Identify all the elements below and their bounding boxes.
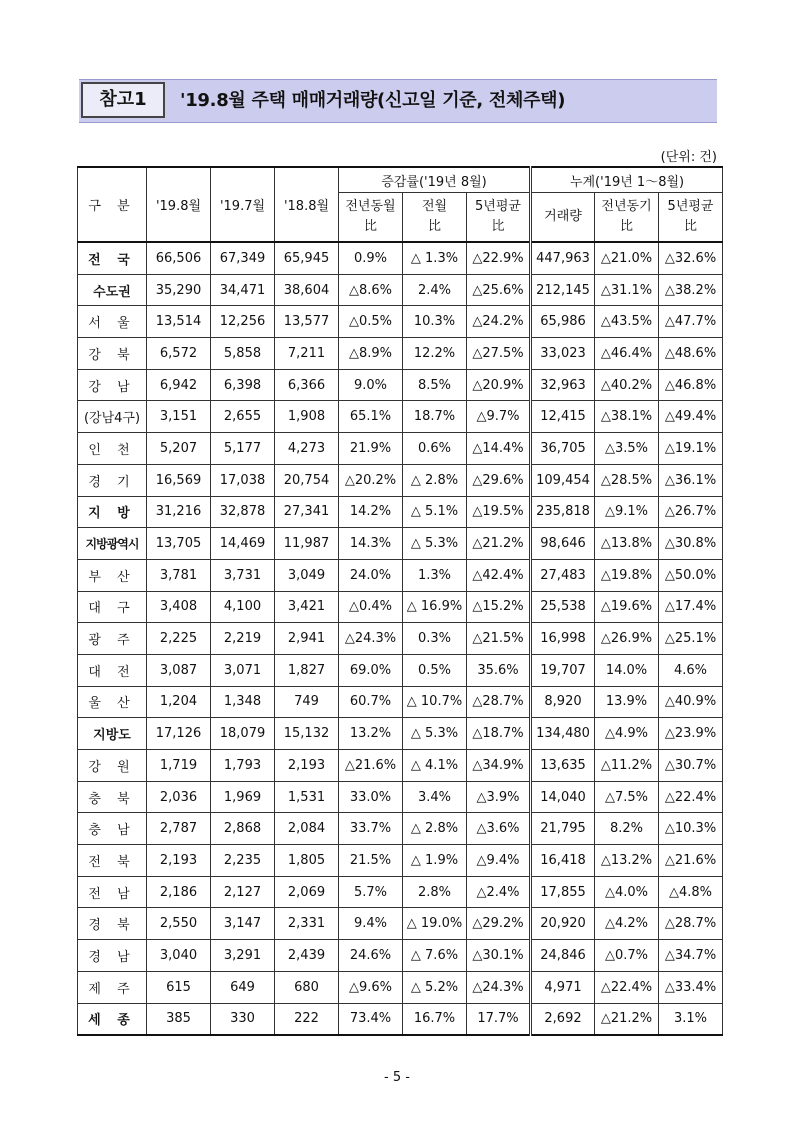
header-yoy: 전년동월 比 xyxy=(339,193,403,243)
table-row xyxy=(78,274,723,306)
table-cell: △ 4.1% xyxy=(403,750,467,782)
table-cell: △ 5.3% xyxy=(403,718,467,750)
table-cell: 5,207 xyxy=(147,433,211,465)
table-cell: △ 5.2% xyxy=(403,971,467,1003)
table-cell: 8.5% xyxy=(403,369,467,401)
table-cell: 66,506 xyxy=(147,242,211,274)
table-cell: 38,604 xyxy=(275,274,339,306)
table-cell: 13,635 xyxy=(531,750,595,782)
table-cell: 25,538 xyxy=(531,591,595,623)
table-cell: △10.3% xyxy=(659,813,723,845)
region-name: 세 종 xyxy=(78,1003,147,1035)
table-cell: △0.4% xyxy=(339,591,403,623)
table-cell: 3.4% xyxy=(403,781,467,813)
table-cell: △4.0% xyxy=(595,876,659,908)
header-cum-volume: 거래량 xyxy=(531,193,595,243)
table-cell: 615 xyxy=(147,971,211,1003)
table-cell: △8.6% xyxy=(339,274,403,306)
table-cell: 1,827 xyxy=(275,654,339,686)
table-row xyxy=(78,971,723,1003)
table-cell: 2,036 xyxy=(147,781,211,813)
table-cell: 24.6% xyxy=(339,940,403,972)
table-row xyxy=(78,338,723,370)
region-name: 전 국 xyxy=(78,242,147,274)
table-cell: 2,193 xyxy=(147,845,211,877)
region-name: 인 천 xyxy=(78,433,147,465)
table-cell: △25.1% xyxy=(659,623,723,655)
table-cell: 2.8% xyxy=(403,876,467,908)
table-cell: △20.2% xyxy=(339,464,403,496)
table-cell: △21.0% xyxy=(595,242,659,274)
table-cell: 330 xyxy=(211,1003,275,1035)
table-row xyxy=(78,559,723,591)
table-cell: △42.4% xyxy=(467,559,531,591)
table-row xyxy=(78,876,723,908)
table-cell: △9.6% xyxy=(339,971,403,1003)
table-cell: 9.4% xyxy=(339,908,403,940)
region-name: 강 원 xyxy=(78,750,147,782)
table-cell: 98,646 xyxy=(531,528,595,560)
table-cell: 2,868 xyxy=(211,813,275,845)
table-cell: 69.0% xyxy=(339,654,403,686)
table-cell: △21.6% xyxy=(339,750,403,782)
table-cell: 8,920 xyxy=(531,686,595,718)
table-cell: 134,480 xyxy=(531,718,595,750)
table-row xyxy=(78,242,723,274)
table-cell: 4,273 xyxy=(275,433,339,465)
table-cell: △20.9% xyxy=(467,369,531,401)
table-cell: 212,145 xyxy=(531,274,595,306)
table-cell: △28.7% xyxy=(659,908,723,940)
table-cell: 7,211 xyxy=(275,338,339,370)
table-cell: 680 xyxy=(275,971,339,1003)
table-cell: 14.2% xyxy=(339,496,403,528)
table-cell: 21,795 xyxy=(531,813,595,845)
table-cell: 2,186 xyxy=(147,876,211,908)
title-tag: 참고1 xyxy=(81,82,165,118)
table-cell: 0.9% xyxy=(339,242,403,274)
table-cell: △34.9% xyxy=(467,750,531,782)
table-cell: △24.3% xyxy=(339,623,403,655)
table-cell: △19.6% xyxy=(595,591,659,623)
table-cell: 3,421 xyxy=(275,591,339,623)
table-cell: 14.3% xyxy=(339,528,403,560)
table-row xyxy=(78,686,723,718)
table-cell: △9.4% xyxy=(467,845,531,877)
region-name: 강 북 xyxy=(78,338,147,370)
table-cell: △38.1% xyxy=(595,401,659,433)
table-row xyxy=(78,401,723,433)
table-row xyxy=(78,433,723,465)
table-cell: △34.7% xyxy=(659,940,723,972)
table-cell: △2.4% xyxy=(467,876,531,908)
table-cell: △30.1% xyxy=(467,940,531,972)
table-cell: 3,291 xyxy=(211,940,275,972)
table-row xyxy=(78,940,723,972)
table-cell: 6,398 xyxy=(211,369,275,401)
table-cell: 33.7% xyxy=(339,813,403,845)
table-cell: △7.5% xyxy=(595,781,659,813)
table-cell: 24.0% xyxy=(339,559,403,591)
table-cell: △4.9% xyxy=(595,718,659,750)
table-cell: △ 2.8% xyxy=(403,813,467,845)
table-cell: 0.6% xyxy=(403,433,467,465)
table-cell: 15,132 xyxy=(275,718,339,750)
table-cell: △0.7% xyxy=(595,940,659,972)
table-cell: △46.8% xyxy=(659,369,723,401)
table-cell: 21.9% xyxy=(339,433,403,465)
table-cell: △29.6% xyxy=(467,464,531,496)
table-cell: 65.1% xyxy=(339,401,403,433)
table-cell: 16,418 xyxy=(531,845,595,877)
table-cell: △19.5% xyxy=(467,496,531,528)
table-cell: 1,719 xyxy=(147,750,211,782)
table-cell: 2,225 xyxy=(147,623,211,655)
table-row xyxy=(78,908,723,940)
header-col-3: '18.8월 xyxy=(275,167,339,242)
region-name: 대 전 xyxy=(78,654,147,686)
table-cell: 14,469 xyxy=(211,528,275,560)
table-cell: △43.5% xyxy=(595,306,659,338)
table-cell: 13.2% xyxy=(339,718,403,750)
table-cell: △ 19.0% xyxy=(403,908,467,940)
table-cell: △ 1.3% xyxy=(403,242,467,274)
table-cell: △18.7% xyxy=(467,718,531,750)
table-cell: 60.7% xyxy=(339,686,403,718)
table-cell: △11.2% xyxy=(595,750,659,782)
header-5yr-avg: 5년평균 比 xyxy=(467,193,531,243)
table-cell: 8.2% xyxy=(595,813,659,845)
table-row xyxy=(78,750,723,782)
region-name: 지방광역시 xyxy=(78,528,147,560)
region-name: 경 기 xyxy=(78,464,147,496)
table-cell: △3.9% xyxy=(467,781,531,813)
header-cum-5yr-avg: 5년평균 比 xyxy=(659,193,723,243)
table-cell: 2,439 xyxy=(275,940,339,972)
table-cell: 18.7% xyxy=(403,401,467,433)
table-cell: 36,705 xyxy=(531,433,595,465)
table-cell: 222 xyxy=(275,1003,339,1035)
table-cell: △27.5% xyxy=(467,338,531,370)
table-cell: △30.8% xyxy=(659,528,723,560)
table-row xyxy=(78,528,723,560)
region-name: 부 산 xyxy=(78,559,147,591)
table-cell: △21.6% xyxy=(659,845,723,877)
table-cell: 32,878 xyxy=(211,496,275,528)
table-row xyxy=(78,306,723,338)
table-cell: 6,366 xyxy=(275,369,339,401)
table-cell: 4.6% xyxy=(659,654,723,686)
table-cell: △13.8% xyxy=(595,528,659,560)
table-cell: 12,415 xyxy=(531,401,595,433)
region-name: 경 남 xyxy=(78,940,147,972)
table-cell: 19,707 xyxy=(531,654,595,686)
table-cell: △ 5.1% xyxy=(403,496,467,528)
table-cell: △8.9% xyxy=(339,338,403,370)
table-cell: △32.6% xyxy=(659,242,723,274)
table-cell: △ 7.6% xyxy=(403,940,467,972)
table-cell: 31,216 xyxy=(147,496,211,528)
table-cell: 13,705 xyxy=(147,528,211,560)
table-cell: △3.6% xyxy=(467,813,531,845)
table-cell: 16,569 xyxy=(147,464,211,496)
table-cell: 35,290 xyxy=(147,274,211,306)
region-name: 전 남 xyxy=(78,876,147,908)
unit-label: (단위: 건) xyxy=(660,150,717,165)
table-cell: 2,219 xyxy=(211,623,275,655)
table-cell: △ 10.7% xyxy=(403,686,467,718)
table-cell: △9.7% xyxy=(467,401,531,433)
table-cell: △29.2% xyxy=(467,908,531,940)
table-cell: △21.2% xyxy=(595,1003,659,1035)
table-cell: 2,692 xyxy=(531,1003,595,1035)
table-cell: 3,151 xyxy=(147,401,211,433)
table-cell: △22.4% xyxy=(659,781,723,813)
region-name: 광 주 xyxy=(78,623,147,655)
table-cell: 3,087 xyxy=(147,654,211,686)
table-row xyxy=(78,718,723,750)
region-name: 지방도 xyxy=(78,718,147,750)
table-cell: 10.3% xyxy=(403,306,467,338)
table-cell: 385 xyxy=(147,1003,211,1035)
table-cell: △36.1% xyxy=(659,464,723,496)
table-cell: 14,040 xyxy=(531,781,595,813)
table-cell: 1,908 xyxy=(275,401,339,433)
table-cell: 6,572 xyxy=(147,338,211,370)
table-cell: 2,127 xyxy=(211,876,275,908)
table-cell: △24.3% xyxy=(467,971,531,1003)
table-cell: △25.6% xyxy=(467,274,531,306)
table-row xyxy=(78,1003,723,1035)
table-cell: △26.9% xyxy=(595,623,659,655)
table-cell: 2,084 xyxy=(275,813,339,845)
table-cell: 14.0% xyxy=(595,654,659,686)
table-cell: 1,793 xyxy=(211,750,275,782)
table-cell: 9.0% xyxy=(339,369,403,401)
table-cell: △ 2.8% xyxy=(403,464,467,496)
header-mom: 전월 比 xyxy=(403,193,467,243)
table-cell: △50.0% xyxy=(659,559,723,591)
table-cell: 18,079 xyxy=(211,718,275,750)
table-cell: △47.7% xyxy=(659,306,723,338)
table-cell: △21.5% xyxy=(467,623,531,655)
table-cell: 20,754 xyxy=(275,464,339,496)
table-cell: 5,858 xyxy=(211,338,275,370)
table-cell: 35.6% xyxy=(467,654,531,686)
table-cell: 1.3% xyxy=(403,559,467,591)
region-name: 전 북 xyxy=(78,845,147,877)
table-cell: △49.4% xyxy=(659,401,723,433)
table-cell: △24.2% xyxy=(467,306,531,338)
table-cell: △4.2% xyxy=(595,908,659,940)
table-cell: 2.4% xyxy=(403,274,467,306)
table-cell: 5,177 xyxy=(211,433,275,465)
table-cell: 12,256 xyxy=(211,306,275,338)
table-row xyxy=(78,845,723,877)
region-name: 대 구 xyxy=(78,591,147,623)
table-cell: △33.4% xyxy=(659,971,723,1003)
table-cell: 4,100 xyxy=(211,591,275,623)
table-cell: 235,818 xyxy=(531,496,595,528)
table-cell: 1,531 xyxy=(275,781,339,813)
table-cell: 21.5% xyxy=(339,845,403,877)
table-cell: △21.2% xyxy=(467,528,531,560)
table-cell: 1,348 xyxy=(211,686,275,718)
table-cell: △9.1% xyxy=(595,496,659,528)
table-row xyxy=(78,496,723,528)
table-cell: 2,069 xyxy=(275,876,339,908)
region-name: 경 북 xyxy=(78,908,147,940)
table-cell: 5.7% xyxy=(339,876,403,908)
table-cell: 4,971 xyxy=(531,971,595,1003)
table-cell: 67,349 xyxy=(211,242,275,274)
region-name: 서 울 xyxy=(78,306,147,338)
header-group-cumulative: 누계('19년 1～8월) xyxy=(531,167,723,193)
table-cell: △40.9% xyxy=(659,686,723,718)
table-cell: 33.0% xyxy=(339,781,403,813)
table-row xyxy=(78,623,723,655)
header-cum-yoy: 전년동기 比 xyxy=(595,193,659,243)
region-name: 충 북 xyxy=(78,781,147,813)
table-cell: 2,655 xyxy=(211,401,275,433)
table-cell: 109,454 xyxy=(531,464,595,496)
table-cell: △13.2% xyxy=(595,845,659,877)
table-cell: △23.9% xyxy=(659,718,723,750)
header-col-2: '19.7월 xyxy=(211,167,275,242)
table-cell: 65,945 xyxy=(275,242,339,274)
transaction-table xyxy=(77,166,723,1036)
table-cell: △46.4% xyxy=(595,338,659,370)
page-title: '19.8월 주택 매매거래량(신고일 기준, 전체주택) xyxy=(180,90,566,111)
table-cell: 2,193 xyxy=(275,750,339,782)
table-cell: 3,731 xyxy=(211,559,275,591)
table-cell: 32,963 xyxy=(531,369,595,401)
region-name: 충 남 xyxy=(78,813,147,845)
table-cell: 649 xyxy=(211,971,275,1003)
table-cell: 13,577 xyxy=(275,306,339,338)
table-cell: 27,341 xyxy=(275,496,339,528)
header-col-1: '19.8월 xyxy=(147,167,211,242)
table-cell: 3,071 xyxy=(211,654,275,686)
table-cell: 3,147 xyxy=(211,908,275,940)
region-name: 지 방 xyxy=(78,496,147,528)
table-row xyxy=(78,464,723,496)
table-row xyxy=(78,813,723,845)
table-cell: 65,986 xyxy=(531,306,595,338)
table-cell: 6,942 xyxy=(147,369,211,401)
table-cell: △30.7% xyxy=(659,750,723,782)
table-cell: △22.4% xyxy=(595,971,659,1003)
table-cell: 11,987 xyxy=(275,528,339,560)
table-cell: △ 16.9% xyxy=(403,591,467,623)
table-cell: △38.2% xyxy=(659,274,723,306)
table-cell: 2,550 xyxy=(147,908,211,940)
table-cell: 33,023 xyxy=(531,338,595,370)
table-cell: △28.5% xyxy=(595,464,659,496)
table-cell: △22.9% xyxy=(467,242,531,274)
table-cell: 13.9% xyxy=(595,686,659,718)
table-cell: △0.5% xyxy=(339,306,403,338)
table-cell: 17,126 xyxy=(147,718,211,750)
table-cell: △ 5.3% xyxy=(403,528,467,560)
table-cell: △17.4% xyxy=(659,591,723,623)
table-cell: 1,969 xyxy=(211,781,275,813)
table-cell: 447,963 xyxy=(531,242,595,274)
table-row xyxy=(78,781,723,813)
table-cell: 2,331 xyxy=(275,908,339,940)
table-cell: 17,038 xyxy=(211,464,275,496)
table-cell: 2,941 xyxy=(275,623,339,655)
table-cell: 0.3% xyxy=(403,623,467,655)
table-cell: 1,204 xyxy=(147,686,211,718)
table-cell: 2,235 xyxy=(211,845,275,877)
header-region: 구 분 xyxy=(78,167,147,242)
table-cell: △31.1% xyxy=(595,274,659,306)
table-cell: 73.4% xyxy=(339,1003,403,1035)
table-cell: 0.5% xyxy=(403,654,467,686)
table-row xyxy=(78,591,723,623)
table-cell: △ 1.9% xyxy=(403,845,467,877)
title-bar xyxy=(79,79,717,123)
table-cell: 3,040 xyxy=(147,940,211,972)
table-cell: 749 xyxy=(275,686,339,718)
region-name: 수도권 xyxy=(78,274,147,306)
table-row xyxy=(78,369,723,401)
table-cell: 1,805 xyxy=(275,845,339,877)
table-cell: △19.1% xyxy=(659,433,723,465)
table-cell: 3,781 xyxy=(147,559,211,591)
table-cell: △26.7% xyxy=(659,496,723,528)
header-group-change: 증감률('19년 8월) xyxy=(339,167,531,193)
table-row xyxy=(78,654,723,686)
table-cell: △48.6% xyxy=(659,338,723,370)
table-cell: 16,998 xyxy=(531,623,595,655)
table-body xyxy=(78,242,723,1035)
region-name: (강남4구) xyxy=(78,401,147,433)
page-number: - 5 - xyxy=(384,1070,410,1085)
table-cell: 3,049 xyxy=(275,559,339,591)
table-cell: △40.2% xyxy=(595,369,659,401)
table-cell: 12.2% xyxy=(403,338,467,370)
table-cell: △28.7% xyxy=(467,686,531,718)
table-cell: △14.4% xyxy=(467,433,531,465)
table-cell: 17.7% xyxy=(467,1003,531,1035)
table-cell: 24,846 xyxy=(531,940,595,972)
table-cell: 3.1% xyxy=(659,1003,723,1035)
table-cell: △19.8% xyxy=(595,559,659,591)
table-cell: 16.7% xyxy=(403,1003,467,1035)
table-cell: 20,920 xyxy=(531,908,595,940)
table-cell: △3.5% xyxy=(595,433,659,465)
region-name: 울 산 xyxy=(78,686,147,718)
table-cell: △4.8% xyxy=(659,876,723,908)
table-cell: 17,855 xyxy=(531,876,595,908)
table-cell: △15.2% xyxy=(467,591,531,623)
table-cell: 2,787 xyxy=(147,813,211,845)
table-cell: 34,471 xyxy=(211,274,275,306)
table-cell: 3,408 xyxy=(147,591,211,623)
region-name: 제 주 xyxy=(78,971,147,1003)
table-cell: 13,514 xyxy=(147,306,211,338)
region-name: 강 남 xyxy=(78,369,147,401)
table-cell: 27,483 xyxy=(531,559,595,591)
